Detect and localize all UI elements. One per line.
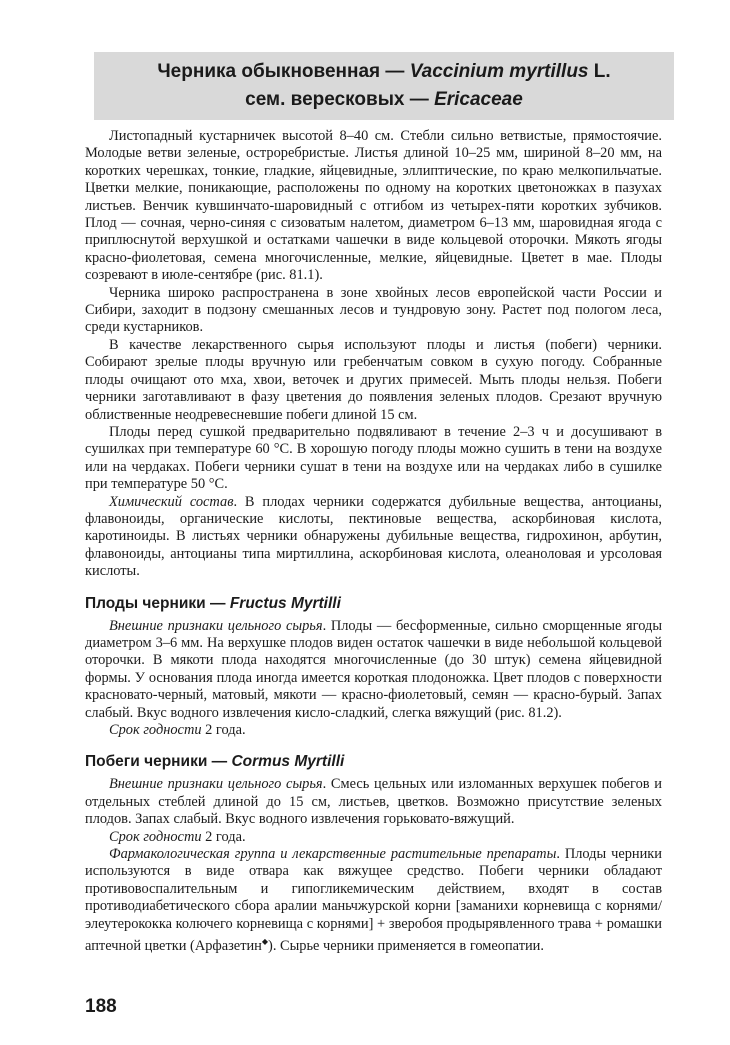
title-box <box>94 52 674 120</box>
family-russian: сем. вересковых — <box>245 89 435 110</box>
intro-paragraph: Листопадный кустарничек высотой 8–40 см. Стебли сильно ветвистые, прямостоячие. Молодые ветви зеленые, остроребристые. Листья длиной 10–25 мм, шириной 8–20 мм, на коротких черешках, тонкие, гладкие, яйцевидные, эллиптические, по краю мелкопильчатые. Цветки мелкие, поникающие, расположены по одному на коротких цветоножках в пазухах листьев. Венчик кувшинчато-шаровидный с отгибом из четырех-пяти коротких зубчиков. Плод — сочная, черно-синяя с сизоватым налетом, диаметром 6–13 мм, шаровидная ягода с приплюснутой верхушкой и остатками чашечки в виде кольцевой оторочки. Мякоть ягоды красно-фиолетовая, семена многочисленные, мелкие, яйцевидные. Цветет в мае. Плоды созревают в июле-сентябре (рис. 81.1). <box>85 128 662 284</box>
registered-mark: ◆ <box>261 937 269 947</box>
shoots-heading-latin: Cormus Myrtilli <box>231 753 345 771</box>
pharmacology-label: Фармакологическая группа и лекарственные растительные препараты <box>109 846 557 863</box>
shoots-shelf-text: 2 года. <box>201 828 246 845</box>
shoots-shelf-life <box>85 829 662 846</box>
shoots-shelf-label: Срок годности <box>109 828 202 845</box>
chemical-composition-label: Химический состав <box>109 493 234 510</box>
page-number: 188 <box>85 996 117 1017</box>
chemical-composition-paragraph <box>85 494 662 581</box>
fruits-shelf-text: 2 года. <box>201 722 246 738</box>
shoots-heading <box>85 752 662 772</box>
fruits-heading <box>85 594 662 614</box>
family-latin: Ericaceae <box>434 89 523 110</box>
title-latin: Vaccinium myrtillus <box>409 61 589 82</box>
shoots-heading-ru: Побеги черники — <box>85 753 232 771</box>
title-line-2 <box>94 86 674 114</box>
chemical-composition-text: . В плодах черники содержатся дубильные вещества, антоцианы, флавоноиды, органические кислоты, пектиновые вещества, аскорбиновая кислота, каротиноиды. В листьях черники обнаружены дубильные вещества, гидрохинон, арбутин, флавоноиды, антоцианы типа миртиллина, аскорбиновая кислота, олеаноловая и урсоловая кислоты. <box>85 493 663 580</box>
intro-paragraph: Черника широко распространена в зоне хвойных лесов европейской части России и Сибири, заходит в подзону смешанных лесов и тундровую зону. Растет под пологом леса, среди кустарников. <box>85 284 662 336</box>
shoots-description-text: . Смесь цельных или изломанных верхушек побегов и отдельных стеблей длиной до 15 см, листьев, цветков. Возможно присутствие зеленых плодов. Запах слабый. Вкус водного извлечения горьковато-вяжущий. <box>85 776 662 828</box>
title-author: L. <box>588 61 611 82</box>
shoots-description-label: Внешние признаки цельного сырья <box>109 776 323 793</box>
fruits-description-label: Внешние признаки цельного сырья <box>109 617 323 634</box>
fruits-heading-latin: Fructus Myrtilli <box>229 594 341 612</box>
document-body <box>85 128 662 955</box>
fruits-description-text: . Плоды — бесформенные, сильно сморщенные ягоды диаметром 3–6 мм. На верхушке плодов виден остаток чашечки в виде небольшой кольцевой оторочки. В мякоти плода находятся многочисленные (до 30 штук) семена яйцевидной формы. У основания плода иногда имеется короткая плодоножка. Цвет плодов с поверхности красновато-черный, матовый, мякоти — красно-фиолетовый, семян — красно-бурый. Запах слабый. Вкус водного извлечения кисло-сладкий, слегка вяжущий (рис. 81.2). <box>85 617 662 721</box>
intro-paragraph: Плоды перед сушкой предварительно подвяливают в течение 2–3 ч и досушивают в сушилках при температуре 60 °C. В хорошую погоду плоды можно сушить в тени на воздухе или на чердаках. Побеги черники сушат в тени на воздухе или на чердаках либо в сушилке при температуре 50 °C. <box>85 423 662 493</box>
fruits-shelf-life <box>85 722 662 739</box>
shoots-description <box>85 776 662 828</box>
pharmacology-text: . Плоды черники используются в виде отвара как вяжущее средство. Побеги черники обладают противовоспалительным и гипогликемическим действием, входят в состав противодиабетического сбора аралии маньчжурской корни [заманихи корневища с корнями/элеутерококка колючего корневища с корнями] + зверобоя продырявленного трава + ромашки аптечной цветки (Арфазетин <box>85 846 662 954</box>
pharmacology-tail: ). Сырье черники применяется в гомеопатии. <box>268 937 544 954</box>
fruits-shelf-label: Срок годности <box>109 722 202 738</box>
fruits-description <box>85 618 662 722</box>
title-russian: Черника обыкновенная — <box>157 61 410 82</box>
pharmacology-paragraph <box>85 846 662 955</box>
intro-paragraph: В качестве лекарственного сырья используют плоды и листья (побеги) черники. Собирают зрелые плоды вручную или гребенчатым совком в сухую погоду. Собранные плоды очищают ото мха, хвои, веточек и других примесей. Мыть плоды нельзя. Побеги черники заготавливают в фазу цветения до появления зеленых плодов. Срезают вручную облиственные неодревесневшие побеги длиной 15 см. <box>85 336 662 423</box>
title-line-1 <box>94 58 674 86</box>
fruits-heading-ru: Плоды черники — <box>85 594 230 612</box>
